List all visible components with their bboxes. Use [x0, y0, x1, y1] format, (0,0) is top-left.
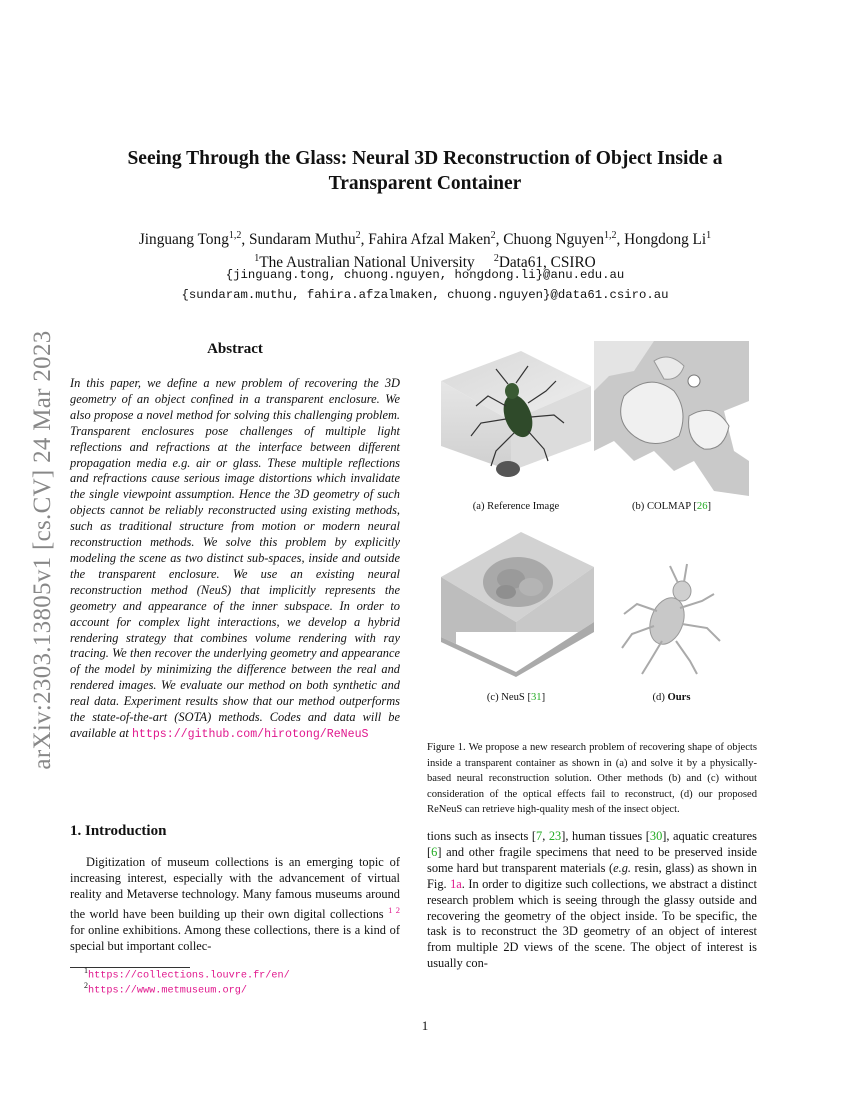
figure-caption-b: (b) COLMAP [26] — [631, 501, 712, 512]
citation-link[interactable]: 7 — [536, 829, 543, 843]
footnote-marks[interactable]: 1 2 — [388, 904, 401, 915]
citation-link[interactable]: 26 — [696, 501, 708, 512]
figure-caption-a: (a) Reference Image — [472, 501, 560, 512]
figure-panel-b-image — [594, 341, 749, 496]
citation-link[interactable]: 30 — [649, 829, 663, 843]
right-column-paragraph: tions such as insects [7, 23], human tissues [30], aquatic creatures [6] and other fragile specimens that need to be preserved inside some hard but transparent materials (e.g. resin, glass) as shown in Fig. 1a. In order to digitize such collections, we abstract a distinct research problem which is seeing through the glassy outside and recovering the geometry of the object inside. To be specific, the task is to reconstruct the 3D geometry of an object of interest from multiple 2D views of the scene. The object of interest is usually con- — [427, 829, 757, 971]
intro-paragraph: Digitization of museum collections is an emerging topic of increasing interest, especially with the advancement of virtual reality and Metaverse technology. Many famous museums around the world have been building up their own digital collections $^{1 2}$ for online exhibitions. Among these collections, there is a kind of special but important collec- — [70, 855, 401, 953]
arxiv-stamp-text: arXiv:2303.13805v1 [cs.CV] 24 Mar 2023 — [29, 330, 56, 770]
title-line-2: Transparent Container — [328, 173, 522, 194]
figure-panel-c-image — [436, 527, 596, 687]
figure-caption-c: (c) NeuS [31] — [486, 692, 546, 703]
figure-panel-a-image — [436, 341, 596, 491]
figure-1-caption: Figure 1. We propose a new research problem of recovering shape of objects inside a transparent container as shown in (a) and solve it by a physically-based neural reconstruction solution. Other methods (b) and (c) without consideration of the optical effects fail to reconstruct, (d) our proposed ReNeuS can retrieve high-quality mesh of the insect object. — [427, 742, 757, 815]
section-heading-introduction: 1. Introduction — [70, 823, 167, 839]
citation-link[interactable]: 23 — [548, 829, 562, 843]
affiliations: $^1$The Australian National University $^2$Data61, CSIRO — [254, 253, 596, 272]
email-line-1: {jinguang.tong, chuong.nguyen, hongdong.li}@anu.edu.au — [225, 268, 625, 282]
abstract-text: In this paper, we define a new problem of recovering the 3D geometry of an object confined in a transparent enclosure. We also propose a novel method for solving this challenging problem. Transparent enclosures pose challenges of multiple light reflections and refractions at the interface between different propagation media e.g. air or glass. These multiple reflections and refractions cause serious image distortions which invalidate the single viewpoint assumption. Hence the 3D geometry of such objects cannot be reliably reconstructed using existing methods, such as traditional structure from motion or modern neural reconstruction methods. We solve this problem by explicitly modeling the scene as two distinct sub-spaces, inside and outside the transparent enclosure. We use an existing neural reconstruction method (NeuS) that implicitly represents the geometry and appearance of the inner subspace. In order to account for complex light interactions, we develop a hybrid rendering strategy that combines volume rendering with ray tracing. We then recover the underlying geometry and appearance of the model by minimizing the difference between the real and rendered images. We evaluate our method on both synthetic and real data. Experiment results show that our method outperforms the state-of-the-art (SOTA) methods. Codes and data will be available at — [70, 376, 400, 740]
figure-caption-d: (d) Ours — [652, 692, 691, 703]
footnote-2[interactable]: $^2$https://www.metmuseum.org/ — [84, 981, 247, 997]
code-link[interactable]: https://github.com/hirotong/ReNeuS — [131, 727, 369, 741]
abstract-heading: Abstract — [207, 341, 263, 357]
page-number: 1 — [421, 1018, 429, 1033]
figure-panel-d-image — [612, 556, 727, 681]
author-list: Jinguang Tong$^{1,2}$, Sundaram Muthu$^2$, Fahira Afzal Maken$^2$, Chuong Nguyen$^{1,2}$, Hongdong Li$^1$ — [138, 230, 712, 249]
paper-title — [90, 146, 760, 196]
email-line-2: {sundaram.muthu, fahira.afzalmaken, chuong.nguyen}@data61.csiro.au — [181, 288, 669, 302]
citation-link[interactable]: 31 — [531, 692, 542, 703]
email-block — [70, 265, 780, 305]
citation-link[interactable]: 6 — [431, 844, 438, 859]
figure-reference-link[interactable]: 1a — [450, 876, 462, 891]
arxiv-stamp — [28, 290, 58, 810]
footnote-1[interactable]: $^1$https://collections.louvre.fr/en/ — [84, 966, 290, 982]
abstract-body — [70, 376, 400, 743]
title-line-1: Seeing Through the Glass: Neural 3D Reconstruction of Object Inside a — [127, 148, 723, 169]
